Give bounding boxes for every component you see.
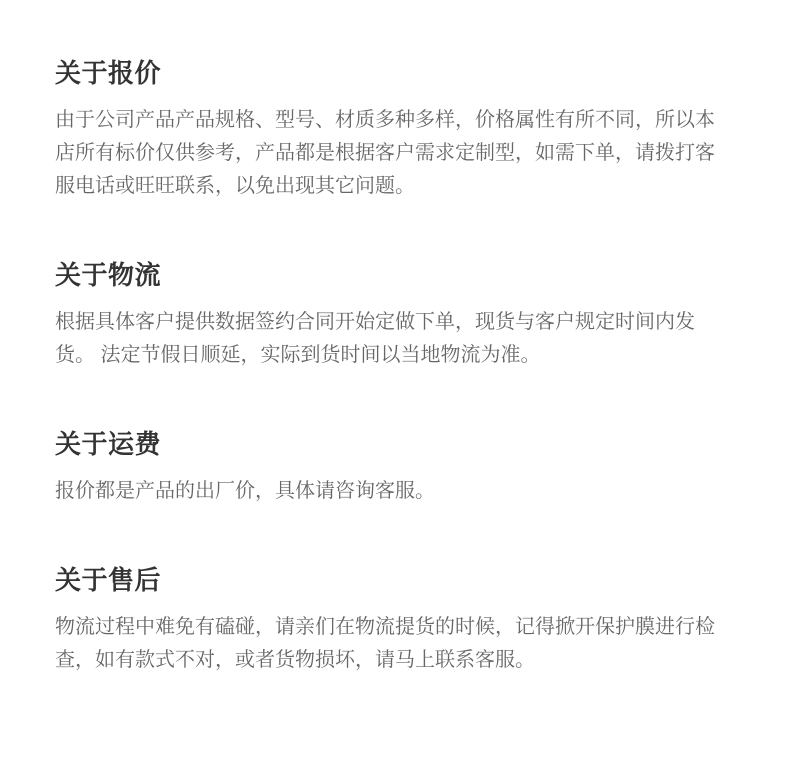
section-after-sales (55, 566, 735, 677)
section-logistics (55, 261, 735, 372)
section-logistics-title: 关于物流 (55, 260, 162, 290)
section-quotation-body: 由于公司产品产品规格、型号、材质多种多样，价格属性有所不同，所以本店所有标价仅供参考，产品都是根据客户需求定制型，如需下单，请拨打客服电话或旺旺联系，以免出现其它问题。 (55, 109, 715, 197)
section-shipping-fee-body: 报价都是产品的出厂价，具体请咨询客服。 (55, 480, 435, 502)
section-shipping-fee (55, 430, 735, 508)
section-after-sales-body: 物流过程中难免有磕碰，请亲们在物流提货的时候，记得掀开保护膜进行检查，如有款式不对，或者货物损坏，请马上联系客服。 (55, 616, 715, 671)
section-quotation (55, 59, 735, 203)
section-after-sales-title: 关于售后 (55, 565, 162, 595)
section-quotation-title: 关于报价 (55, 58, 162, 88)
section-shipping-fee-title: 关于运费 (55, 429, 162, 459)
section-logistics-body: 根据具体客户提供数据签约合同开始定做下单，现货与客户规定时间内发货。 法定节假日顺延，实际到货时间以当地物流为准。 (55, 311, 695, 366)
